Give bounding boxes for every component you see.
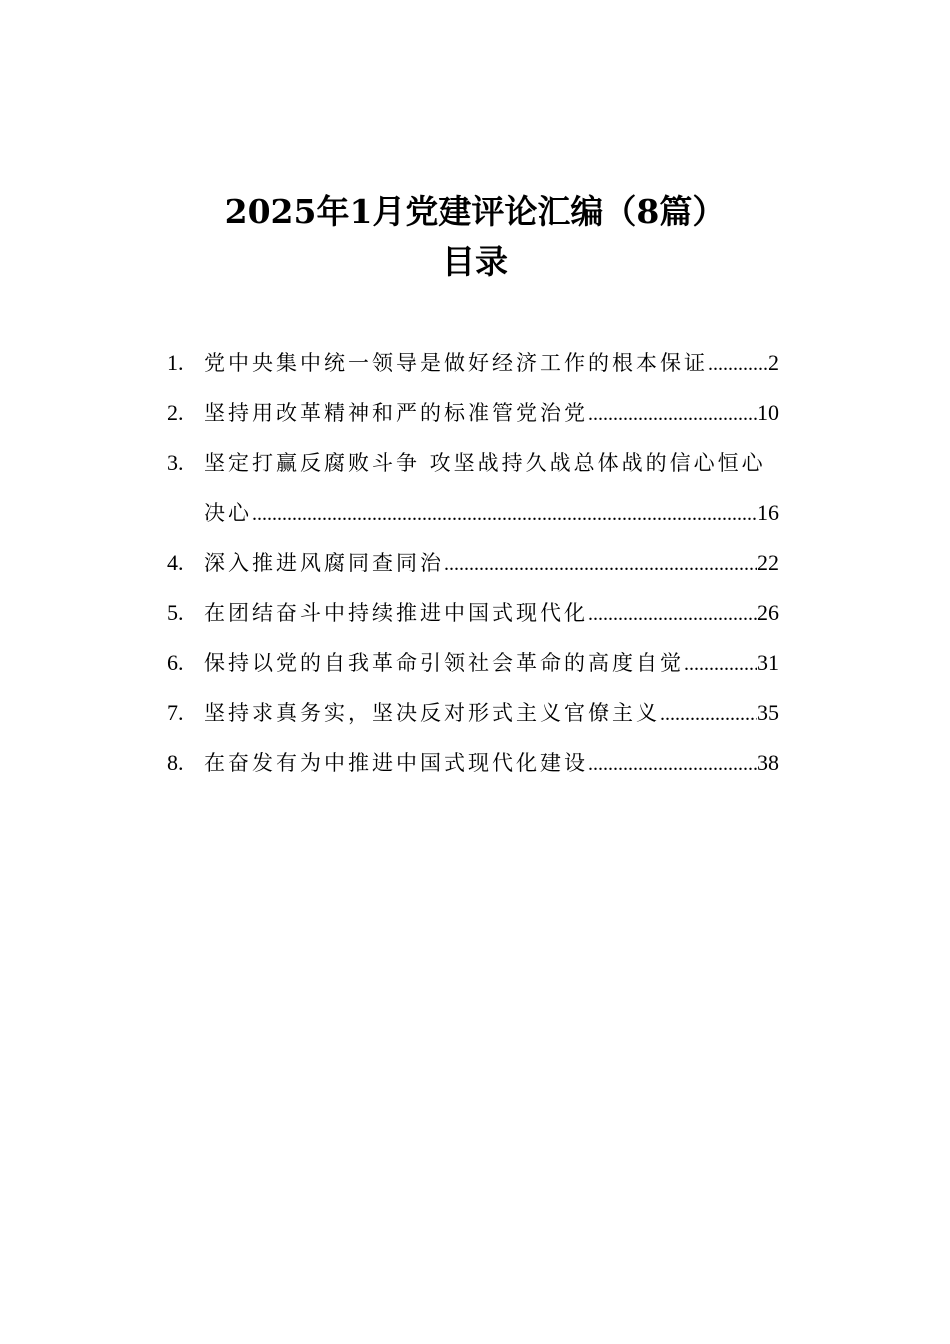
toc-entry-number: 8. <box>167 750 184 775</box>
toc-entry-6[interactable] <box>167 642 807 692</box>
toc-entry-2[interactable] <box>167 392 807 442</box>
toc-entry-line <box>204 742 779 785</box>
toc-entry-title-line1: 坚定打赢反腐败斗争 攻坚战持久战总体战的信心恒心 <box>204 451 766 475</box>
toc-entry-page: 22 <box>757 550 779 575</box>
toc-entry-8[interactable] <box>167 742 807 792</box>
toc-entry-number: 4. <box>167 550 184 575</box>
toc-leader-dots <box>444 543 757 585</box>
toc-leader-dots <box>588 743 757 785</box>
toc-leader-dots <box>684 643 757 685</box>
toc-leader-dots <box>588 593 757 635</box>
toc-entry-line <box>204 392 779 435</box>
toc-leader-dots <box>252 493 757 535</box>
toc-entry-number: 2. <box>167 400 184 425</box>
table-of-contents <box>167 342 807 792</box>
toc-leader-dots <box>708 343 768 385</box>
toc-entry-page: 2 <box>768 350 779 375</box>
toc-entry-page: 35 <box>757 700 779 725</box>
document-title: 2025年1月党建评论汇编（8篇） <box>224 192 726 231</box>
toc-entry-page: 26 <box>757 600 779 625</box>
toc-entry-line <box>204 642 779 685</box>
toc-entry-title: 坚持用改革精神和严的标准管党治党 <box>204 401 588 425</box>
toc-entry-1[interactable] <box>167 342 807 392</box>
toc-entry-page: 38 <box>757 750 779 775</box>
toc-entry-page: 31 <box>757 650 779 675</box>
toc-entry-3-continued[interactable] <box>167 492 807 542</box>
toc-entry-title: 深入推进风腐同查同治 <box>204 551 444 575</box>
toc-entry-page: 16 <box>757 500 779 525</box>
toc-entry-line <box>204 542 779 585</box>
toc-entry-line <box>204 342 779 385</box>
toc-entry-number: 6. <box>167 650 184 675</box>
toc-leader-dots <box>660 693 757 735</box>
toc-entry-4[interactable] <box>167 542 807 592</box>
toc-entry-7[interactable] <box>167 692 807 742</box>
toc-entry-number: 1. <box>167 350 184 375</box>
toc-entry-title: 坚持求真务实，坚决反对形式主义官僚主义 <box>204 701 660 725</box>
toc-entry-title: 党中央集中统一领导是做好经济工作的根本保证 <box>204 351 708 375</box>
toc-entry-5[interactable] <box>167 592 807 642</box>
toc-entry-number: 5. <box>167 600 184 625</box>
toc-entry-line <box>204 692 779 735</box>
toc-entry-line <box>204 592 779 635</box>
toc-entry-title: 在团结奋斗中持续推进中国式现代化 <box>204 601 588 625</box>
toc-entry-number: 3. <box>167 450 184 475</box>
toc-entry-3[interactable] <box>167 442 807 492</box>
toc-entry-title-line2: 决心 <box>204 501 252 525</box>
toc-entry-line <box>204 492 779 535</box>
toc-entry-title: 保持以党的自我革命引领社会革命的高度自觉 <box>204 651 684 675</box>
toc-entry-title: 在奋发有为中推进中国式现代化建设 <box>204 751 588 775</box>
toc-heading: 目录 <box>442 242 508 281</box>
toc-leader-dots <box>588 393 757 435</box>
toc-entry-page: 10 <box>757 400 779 425</box>
toc-entry-number: 7. <box>167 700 184 725</box>
